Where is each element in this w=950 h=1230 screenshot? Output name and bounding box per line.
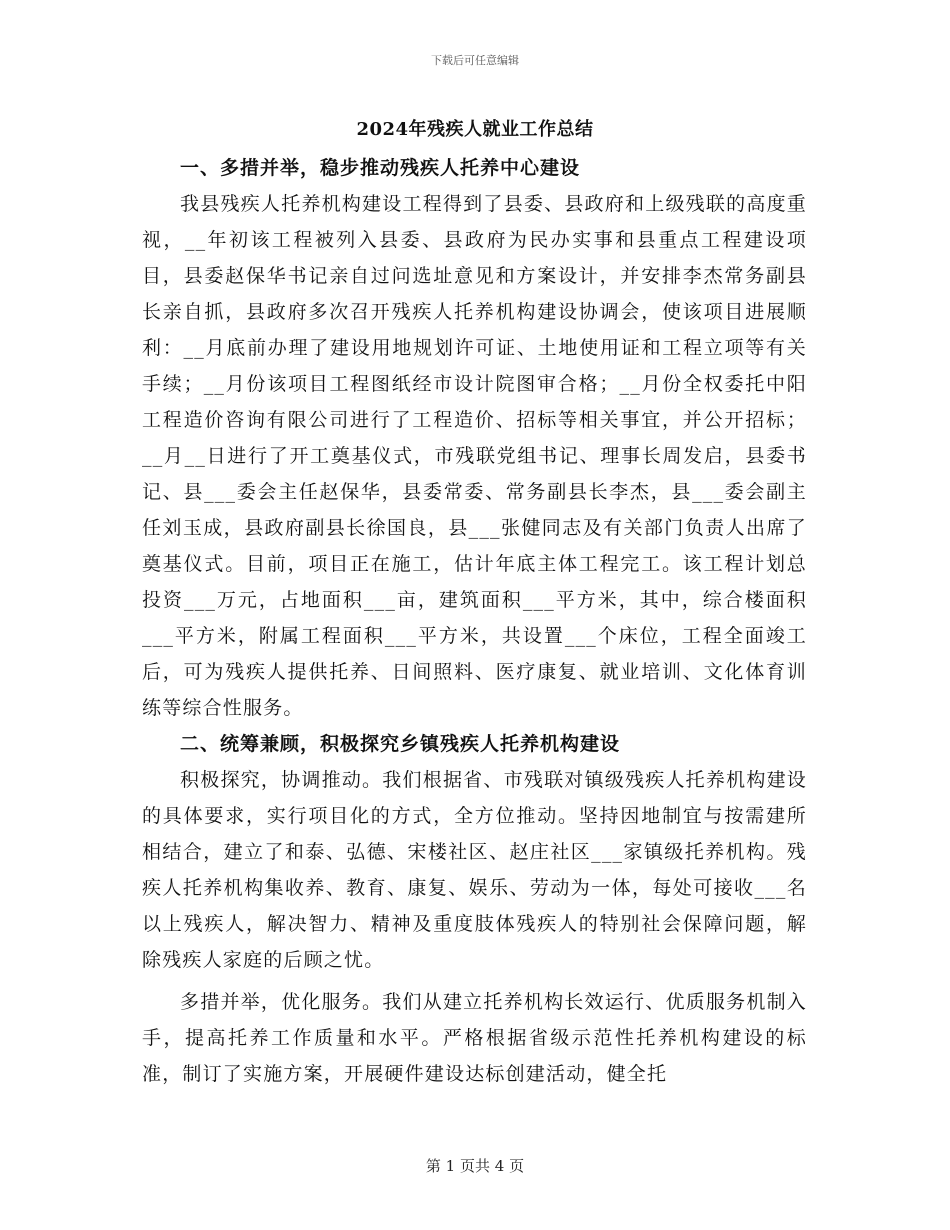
page-header: 下载后可任意编辑 — [431, 54, 519, 67]
section-2-heading: 二、统筹兼顾，积极探究乡镇残疾人托养机构建设 — [180, 733, 621, 755]
section-2-paragraph-2: 多措并举，优化服务。我们从建立托养机构长效运行、优质服务机制入手，提高托养工作质量和水平。严格根据省级示范性托养机构建设的标准，制订了实施方案，开展硬件建设达标创建活动，健全托 — [142, 991, 807, 1085]
document-title: 2024年残疾人就业工作总结 — [356, 119, 594, 140]
section-2-paragraph-1: 积极探究，协调推动。我们根据省、市残联对镇级残疾人托养机构建设的具体要求，实行项目化的方式，全方位推动。坚持因地制宜与按需建所相结合，建立了和泰、弘德、宋楼社区、赵庄社区___家镇级托养机构。残疾人托养机构集收养、教育、康复、娱乐、劳动为一体，每处可接收___名以上残疾人，解决智力、精神及重度肢体残疾人的特别社会保障问题，解除残疾人家庭的后顾之忧。 — [142, 769, 807, 971]
section-1-heading: 一、多措并举，稳步推动残疾人托养中心建设 — [180, 157, 581, 179]
page-footer: 第 1 页共 4 页 — [425, 1157, 525, 1175]
section-1-paragraph-1: 我县残疾人托养机构建设工程得到了县委、县政府和上级残联的高度重视，__年初该工程被列入县委、县政府为民办实事和县重点工程建设项目，县委赵保华书记亲自过问选址意见和方案设计，并安排李杰常务副县长亲自抓，县政府多次召开残疾人托养机构建设协调会，使该项目进展顺利：__月底前办理了建设用地规划许可证、土地使用证和工程立项等有关手续；__月份该项目工程图纸经市设计院图审合格；__月份全权委托中阳工程造价咨询有限公司进行了工程造价、招标等相关事宜，并公开招标；__月__日进行了开工奠基仪式，市残联党组书记、理事长周发启，县委书记、县___委会主任赵保华，县委常委、常务副县长李杰，县___委会副主任刘玉成，县政府副县长徐国良，县___张健同志及有关部门负责人出席了奠基仪式。目前，项目正在施工，估计年底主体工程完工。该工程计划总投资___万元，占地面积___亩，建筑面积___平方米，其中，综合楼面积___平方米，附属工程面积___平方米，共设置___个床位，工程全面竣工后，可为残疾人提供托养、日间照料、医疗康复、就业培训、文化体育训练等综合性服务。 — [142, 193, 807, 719]
document-body — [142, 150, 807, 1092]
